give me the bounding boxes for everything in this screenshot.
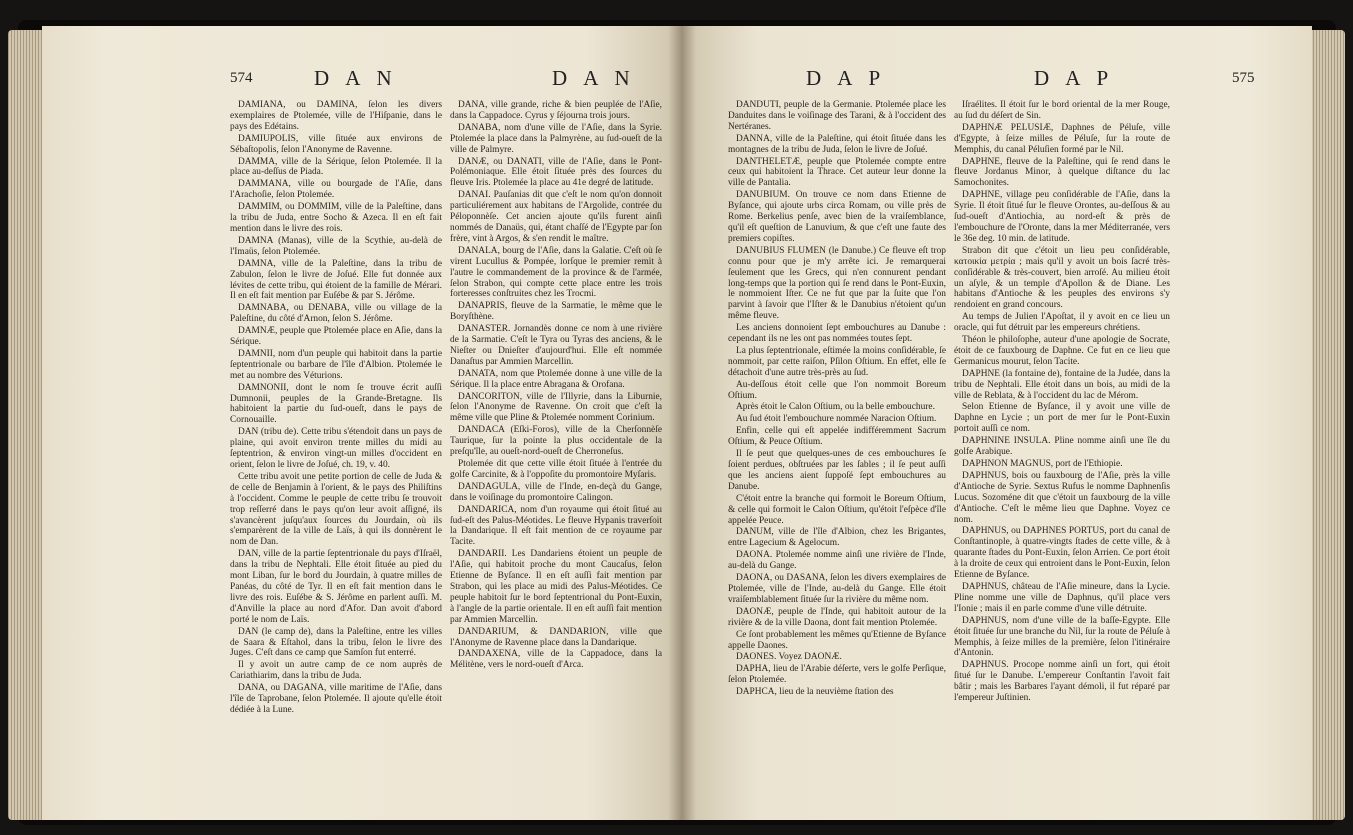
dictionary-entry: DAPHNUS, nom d'une ville de la baſſe-Egypte. Elle étoit ſituée ſur une branche du Nil, ſur la route de Péluſe à Memphis, à ſeize milles de la première, ſelon l'itinéraire d'Antonin. [954,615,1170,659]
dictionary-entry: DAPHA, lieu de l'Arabie déſerte, vers le golfe Perſique, ſelon Ptolemée. [728,664,946,686]
dictionary-entry: Ptolemée dit que cette ville étoit ſituée à l'entrée du golfe Carcinite, & à l'oppoſite du promontoire Myſaris. [450,459,662,480]
dictionary-entry: DANTHELETÆ, peuple que Ptolemée compte entre ceux qui habitoient la Thrace. Cet auteur leur donne la ville de Pantalia. [728,156,946,189]
dictionary-entry: DANDAGULA, ville de l'Inde, en-deçà du Gange, dans le voiſinage du promontoire Calingon. [450,481,662,503]
dictionary-entry: Au temps de Julien l'Apoſtat, il y avoit en ce lieu un oracle, qui fut détruit par les empereurs chrétiens. [954,312,1170,334]
dictionary-entry: DAMNÆ, peuple que Ptolemée place en Aſie, dans la Sérique. [230,326,442,348]
dictionary-entry: Il ſe peut que quelques-unes de ces embouchures ſe ſoient perdues, obſtruées par les ſables ; il ſe peut auſſi que les anciens aient ſuppoſé ſept embouchures au Danube. [728,449,946,492]
dictionary-entry: DANDACA (Eſki-Foros), ville de la Cherſonnèſe Taurique, ſur la pointe la plus occidentale de la preſqu'île, au oueſt-nord-oueſt de Cherroneſus. [450,425,662,458]
dictionary-entry: DAONES. Voyez DAONÆ. [736,652,842,663]
right-page-header [682,66,1312,96]
dictionary-entry: DAONÆ, peuple de l'Inde, qui habitoit autour de la rivière & de la ville Daona, dont fait mention Ptolemée. [728,606,946,628]
dictionary-entry: Ce ſont probablement les mêmes qu'Etienne de Byſance appelle Daones. [728,629,946,651]
dictionary-entry: DAPHCA, lieu de la neuvième ſtation des [736,687,894,698]
dictionary-entry: DAPHNON MAGNUS, port de l'Ethiopie. [962,459,1123,469]
running-head-right-col-right-page: D A P [1034,66,1115,90]
dictionary-entry: DAPHNINE INSULA. Pline nomme ainſi une île du golfe Arabique. [954,436,1170,458]
dictionary-entry: DANAPRIS, fleuve de la Sarmatie, le même que le Boryſthène. [450,301,662,323]
dictionary-entry: Au-deſſous étoit celle que l'on nommoit Boreum Oſtium. [728,379,946,401]
dictionary-entry: DANCORITON, ville de l'Illyrie, dans la Liburnie, ſelon l'Anonyme de Ravenne. On croit que c'eſt la même ville que Pline & Ptolemée nomment Corinium. [450,391,662,424]
dictionary-entry: DAMIUPOLIS, ville ſituée aux environs de Sébaſtopolis, ſelon l'Anonyme de Ravenne. [230,133,442,155]
dictionary-entry: DANÆ, ou DANATI, ville de l'Aſie, dans le Pont-Polémoniaque. Elle étoit ſituée près des ſources du fleuve Iris. Ptolemée la place au 41e degré de latitude. [450,156,662,189]
dictionary-entry: DAN (le camp de), dans la Paleſtine, entre les villes de Saara & Eſtahol, dans la tribu, ſelon le livre des Juges. C'eſt dans ce camp que Samſon fut enterré. [230,626,442,659]
dictionary-entry: Enfin, celle qui eſt appelée indifféremment Sacrum Oſtium, & Peuce Oſtium. [728,426,946,448]
dictionary-entry: DAMIANA, ou DAMINA, ſelon les divers exemplaires de Ptolemée, ville de l'Hiſpanie, dans le pays des Edétains. [230,100,442,132]
right-page-edges [1311,30,1345,820]
dictionary-entry: DAPHNUS, ou DAPHNES PORTUS, port du canal de Conſtantinople, à quatre-vingts ſtades de cette ville, & à quarante ſtades du Pont-Euxin, ſelon Arrien. Ce port étoit à la droite de ceux qui entroient dans le Pont-Euxin, ſelon Etienne de Byſance. [954,526,1170,581]
right-page-column-1 [728,100,946,820]
dictionary-entry: DANUBIUM. On trouve ce nom dans Etienne de Byſance, qui ajoute urbs circa Romam, ou ville près de Rome. Berkelius penſe, avec bien de la vraiſemblance, qu'il eſt queſtion de Lanuvium, & que c'eſt une faute des premiers copiſtes. [728,190,946,244]
page-number-left: 574 [230,70,253,86]
dictionary-entry: DAMNA, ville de la Paleſtine, dans la tribu de Zabulon, ſelon le livre de Joſué. Elle fut donnée aux lévites de cette tribu, qui étoient de la famille de Mérari. Il en eſt fait mention par Euſébe & par S. Jérôme. [230,258,442,302]
dictionary-entry: Après étoit le Calon Oſtium, ou la belle embouchure. [736,402,935,413]
dictionary-entry: DANA, ville grande, riche & bien peuplée de l'Aſie, dans la Cappadoce. Cyrus y ſéjourna trois jours. [450,100,662,121]
dictionary-entry: DAMNA (Manas), ville de la Scythie, au-delà de l'Imaüs, ſelon Ptolemée. [230,235,442,257]
dictionary-entry: DANASTER. Jornandès donne ce nom à une rivière de la Sarmatie. C'eſt le Tyra ou Tyras des anciens, & le Nieſter ou Dnieſter d'aujourd'hui. Elle eſt nommée Danaſtus par Ammien Marcellin. [450,324,662,367]
dictionary-entry: DAMMANA, ville ou bourgade de l'Aſie, dans l'Arachoſie, ſelon Ptolemée. [230,179,442,201]
dictionary-entry: DAONA, ou DASANA, ſelon les divers exemplaires de Ptolemée, ville de l'Inde, au-delà du Gange. Elle étoit vraiſemblablement ſituée ſur la rivière du même nom. [728,573,946,605]
dictionary-entry: DANA, ou DAGANA, ville maritime de l'Aſie, dans l'île de Taprobane, ſelon Ptolemée. Il ajoute qu'elle étoit dédiée à la Lune. [230,683,442,715]
dictionary-entry: DANUM, ville de l'île d'Albion, chez les Brigantes, entre Lagecium & Agelocum. [728,527,946,549]
dictionary-entry: Les anciens donnoient ſept embouchures au Danube : cependant ils ne les ont pas nommées toutes ſept. [728,323,946,345]
dictionary-entry: DAN (tribu de). Cette tribu s'étendoit dans un pays de plaine, qui avoit environ trente milles du midi au ſeptentrion, & environ vingt-un milles d'occident en orient, ſelon le livre de Joſué, ch. 19, v. 40. [230,427,442,470]
dictionary-entry: Au ſud étoit l'embouchure nommée Naracion Oſtium. [736,414,937,425]
running-head-left-col-right-page: D A P [806,66,887,90]
running-head-right-col: D A N [552,66,636,90]
dictionary-entry: DAONA. Ptolemée nomme ainſi une rivière de l'Inde, au-delà du Gange. [728,550,946,572]
running-head-left-col: D A N [314,66,398,90]
dictionary-entry: DAPHNE, fleuve de la Paleſtine, qui ſe rend dans le fleuve Jordanus Minor, à quelque diſtance du lac Samochonites. [954,156,1170,189]
dictionary-entry: DANDARIUM, & DANDARION, ville que l'Anonyme de Ravenne place dans la Dandarique. [450,626,662,648]
dictionary-entry: DAPHNUS, bois ou fauxbourg de l'Aſie, près la ville d'Antioche de Syrie. Sextus Rufus le nomme Daphnenſis Lucus. Sozoméne dit que c'étoit un fauxbourg de la ville d'Antioche. C'eſt le même lieu que Daphne. Voyez ce nom. [954,470,1170,525]
dictionary-entry: Strabon dit que c'étoit un lieu peu conſidérable, κατοικία μετρία ; mais qu'il y avoit un bois ſacré très-conſidérable & très-couvert, bien arroſé. Au milieu étoit un aſyle, & un temple d'Apollon & de Diane. Les habitans d'Antioche & les peuples des environs s'y rendoient en grand concours. [954,245,1170,311]
dictionary-entry: DANNA, ville de la Paleſtine, qui étoit ſituée dans les montagnes de la tribu de Juda, ſelon le livre de Joſué. [728,133,946,155]
left-page-header [42,66,682,96]
dictionary-entry: DAPHNÆ PELUSIÆ, Daphnes de Péluſe, ville d'Egypte, à ſeize milles de Péluſe, ſur la route de Memphis, du canal Péluſien formé par le Nil. [954,122,1170,155]
dictionary-entry: DANDAXENA, ville de la Cappadoce, dans la Mélitène, vers le nord-oueſt d'Arca. [450,649,662,671]
right-page-column-2 [954,100,1170,820]
right-page [682,26,1312,820]
dictionary-entry: Iſraélites. Il étoit ſur le bord oriental de la mer Rouge, au ſud du déſert de Sin. [954,100,1170,121]
dictionary-entry: Il y avoit un autre camp de ce nom auprès de Cariathiarim, dans la tribu de Juda. [230,660,442,682]
dictionary-entry: Selon Etienne de Byſance, il y avoit une ville de Daphne en Lycie ; un port de mer ſur le Pont-Euxin portoit auſſi ce nom. [954,402,1170,435]
dictionary-entry: DANAI. Pauſanias dit que c'eſt le nom qu'on donnoit particuliérement aux habitans de l'Argolide, contrée du Péloponnèſe. Cet ancien ajoute qu'ils furent ainſi nommés de Danaüs, qui, étant chaſſé de l'Egypte par ſon frère, vint à Argos, & s'en rendit le maître. [450,190,662,244]
dictionary-entry: DAMNONII, dont le nom ſe trouve écrit auſſi Dumnonii, peuples de la Grande-Bretagne. Ils habitoient la partie du ſud-oueſt, dans le pays de Cornouaille. [230,382,442,426]
dictionary-entry: DANDARII. Les Dandariens étoient un peuple de l'Aſie, qui habitoit proche du mont Caucaſus, ſelon Etienne de Byſance. Il en eſt auſſi fait mention par Strabon, qui les place au midi des Palus-Méotides. Ce peuple habitoit ſur le bord ſeptentrional du Pont-Euxin, à l'angle de la partie orientale. Il en eſt auſſi fait mention par Ammien Marcellin. [450,549,662,625]
left-page-column-2 [450,100,662,820]
dictionary-entry: DAMNII, nom d'un peuple qui habitoit dans la partie ſeptentrionale ou barbare de l'île d'Albion. Ptolemée le met au nombre des Véturions. [230,348,442,381]
dictionary-entry: DANATA, nom que Ptolemée donne à une ville de la Sérique. Il la place entre Abragana & Orofana. [450,368,662,390]
dictionary-entry: DAMMA, ville de la Sérique, ſelon Ptolemée. Il la place au-deſſus de Piada. [230,156,442,178]
book-gutter [668,26,696,820]
dictionary-entry: C'étoit entre la branche qui formoit le Boreum Oſtium, & celle qui formoit le Calon Oſtium, qu'étoit l'eſpèce d'île appelée Peuce. [728,493,946,526]
dictionary-entry: DAPHNE, village peu conſidérable de l'Aſie, dans la Syrie. Il étoit ſitué ſur le fleuve Orontes, au-deſſous & au ſud-oueſt d'Antiochia, au nord-eſt & près de l'embouchure de l'Oronte, dans la mer Méditerranée, vers le 36e deg. 10 min. de latitude. [954,190,1170,244]
dictionary-entry: Théon le philoſophe, auteur d'une apologie de Socrate, étoit de ce fauxbourg de Daphne. Ce fut en ce lieu que Germanicus mourut, ſelon Tacite. [954,335,1170,367]
dictionary-entry: DAPHNUS. Procope nomme ainſi un fort, qui étoit ſitué ſur le Danube. L'empereur Conſtantin l'avoit fait bâtir ; mais les Barbares l'ayant démoli, il fut réparé par l'empereur Juſtinien. [954,660,1170,704]
page-number-right: 575 [1232,70,1255,86]
dictionary-entry: DAN, ville de la partie ſeptentrionale du pays d'Iſraël, dans la tribu de Nephtali. Elle étoit ſituée au pied du mont Liban, ſur le bord du Jourdain, à quatre milles de Panéas, du côté de Tyr. Il en eſt fait mention dans le livre des rois. Euſébe & S. Jérôme en parlent auſſi. M. d'Anville la place au nord d'Afor. Dan avoit d'abord porté le nom de Laïs. [230,549,442,625]
left-page-column-1 [230,100,442,820]
dictionary-entry: DANDUTI, peuple de la Germanie. Ptolemée place les Danduites dans le voiſinage des Tarani, & à l'occident des Nertéranes. [728,100,946,132]
dictionary-entry: DANALA, bourg de l'Aſie, dans la Galatie. C'eſt où ſe virent Lucullus & Pompée, lorſque le premier remit à l'autre le commandement de la province & de l'armée, ſelon Strabon, qui compte cette place entre les trois forteresses conſtruites chez les Trocmi. [450,245,662,300]
dictionary-entry: DANABA, nom d'une ville de l'Aſie, dans la Syrie. Ptolemée la place dans la Palmyrène, au ſud-oueſt de la ville de Palmyre. [450,122,662,155]
left-page [42,26,682,820]
dictionary-entry: DAMNABA, ou DENABA, ville ou village de la Paleſtine, du côté d'Arnon, ſelon S. Jérôme. [230,303,442,325]
dictionary-entry: DANDARICA, nom d'un royaume qui étoit ſitué au ſud-eſt des Palus-Méotides. Le fleuve Hypanis traverſoit la Dandarique. Il eſt fait mention de ce royaume par Tacite. [450,504,662,548]
dictionary-entry: DANUBIUS FLUMEN (le Danube.) Ce fleuve eſt trop connu pour que je m'y arrête ici. Je remarquerai ſeulement que les Grecs, qui n'en connurent pendant long-temps que la portion qui ſe rend dans le Pont-Euxin, le nommoient Iſter. Ce ne fut que par la ſuite que l'on parvint à ſavoir que l'Iſter & le Danubius n'étoient qu'un même fleuve. [728,245,946,322]
dictionary-entry: DAPHNE (la fontaine de), fontaine de la Judée, dans la tribu de Nephtali. Elle étoit dans un bois, au midi de la ville de Reblata, & à l'occident du lac de Mérom. [954,368,1170,401]
dictionary-entry: La plus ſeptentrionale, eſtimée la moins conſidérable, ſe nommoit, par cette raiſon, Pſilon Oſtium. En effet, elle ſe détachoit d'une autre très-près au ſud. [728,345,946,378]
dictionary-entry: DAMMIM, ou DOMMIM, ville de la Paleſtine, dans la tribu de Juda, entre Socho & Azeca. Il en eſt fait mention dans le livre des rois. [230,202,442,234]
dictionary-entry: Cette tribu avoit une petite portion de celle de Juda & de celle de Benjamin à l'orient, & le pays des Philiſtins à l'occident. Comme le peuple de cette tribu ſe trouvoit trop reſſerré dans le pays qu'on leur avoit aſſigné, ils s'avancèrent juſqu'aux ſources du Jourdain, où ils s'emparèrent de la ville de Laïs, à qui ils donnèrent le nom de Dan. [230,471,442,548]
dictionary-entry: DAPHNUS, château de l'Aſie mineure, dans la Lycie. Pline nomme une ville de Daphnus, qu'il place vers l'Ionie ; mais il en parle comme d'une ville détruite. [954,581,1170,614]
